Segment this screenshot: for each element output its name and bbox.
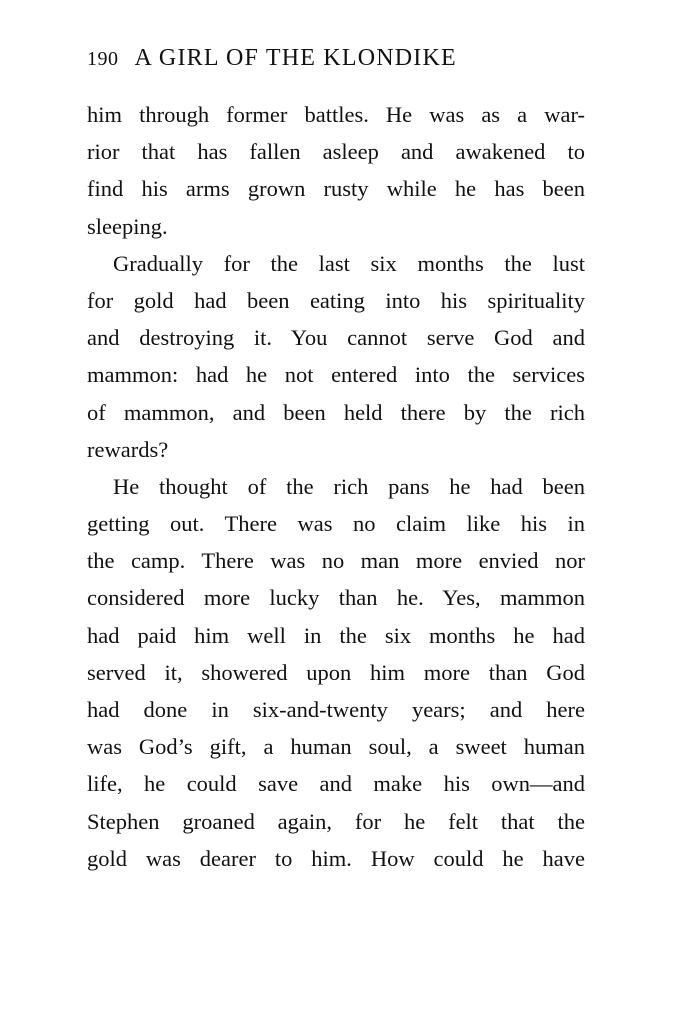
text-line: rewards? bbox=[87, 436, 169, 462]
page-header bbox=[87, 45, 587, 85]
running-title: A GIRL OF THE KLONDIKE bbox=[134, 45, 457, 71]
text-line: life, he could save and make his own—and bbox=[87, 771, 585, 797]
text-line: had paid him well in the six months he had bbox=[87, 622, 585, 648]
text-line: Stephen groaned again, for he felt that the bbox=[87, 808, 585, 834]
text-line: the camp. There was no man more envied nor bbox=[87, 548, 585, 574]
text-line: was God’s gift, a human soul, a sweet human bbox=[87, 734, 585, 760]
text-line: gold was dearer to him. How could he have bbox=[87, 845, 585, 871]
text-line: him through former battles. He was as a war- bbox=[87, 102, 585, 127]
text-line: of mammon, and been held there by the rich bbox=[87, 399, 585, 425]
text-line: Gradually for the last six months the lust bbox=[113, 250, 585, 276]
text-line: find his arms grown rusty while he has been bbox=[87, 176, 585, 202]
text-line: and destroying it. You cannot serve God and bbox=[87, 325, 585, 351]
text-line: considered more lucky than he. Yes, mammon bbox=[87, 585, 585, 611]
body-text bbox=[87, 96, 585, 877]
text-line: He thought of the rich pans he had been bbox=[113, 473, 585, 499]
text-line: sleeping. bbox=[87, 213, 168, 239]
text-line: mammon: had he not entered into the services bbox=[87, 362, 585, 388]
page-number: 190 bbox=[87, 48, 119, 70]
text-line: getting out. There was no claim like his in bbox=[87, 511, 585, 537]
text-line: for gold had been eating into his spirituality bbox=[87, 287, 585, 313]
text-line: had done in six-and-twenty years; and here bbox=[87, 697, 585, 722]
text-line: served it, showered upon him more than God bbox=[87, 659, 585, 685]
text-line: rior that has fallen asleep and awakened to bbox=[87, 139, 585, 165]
